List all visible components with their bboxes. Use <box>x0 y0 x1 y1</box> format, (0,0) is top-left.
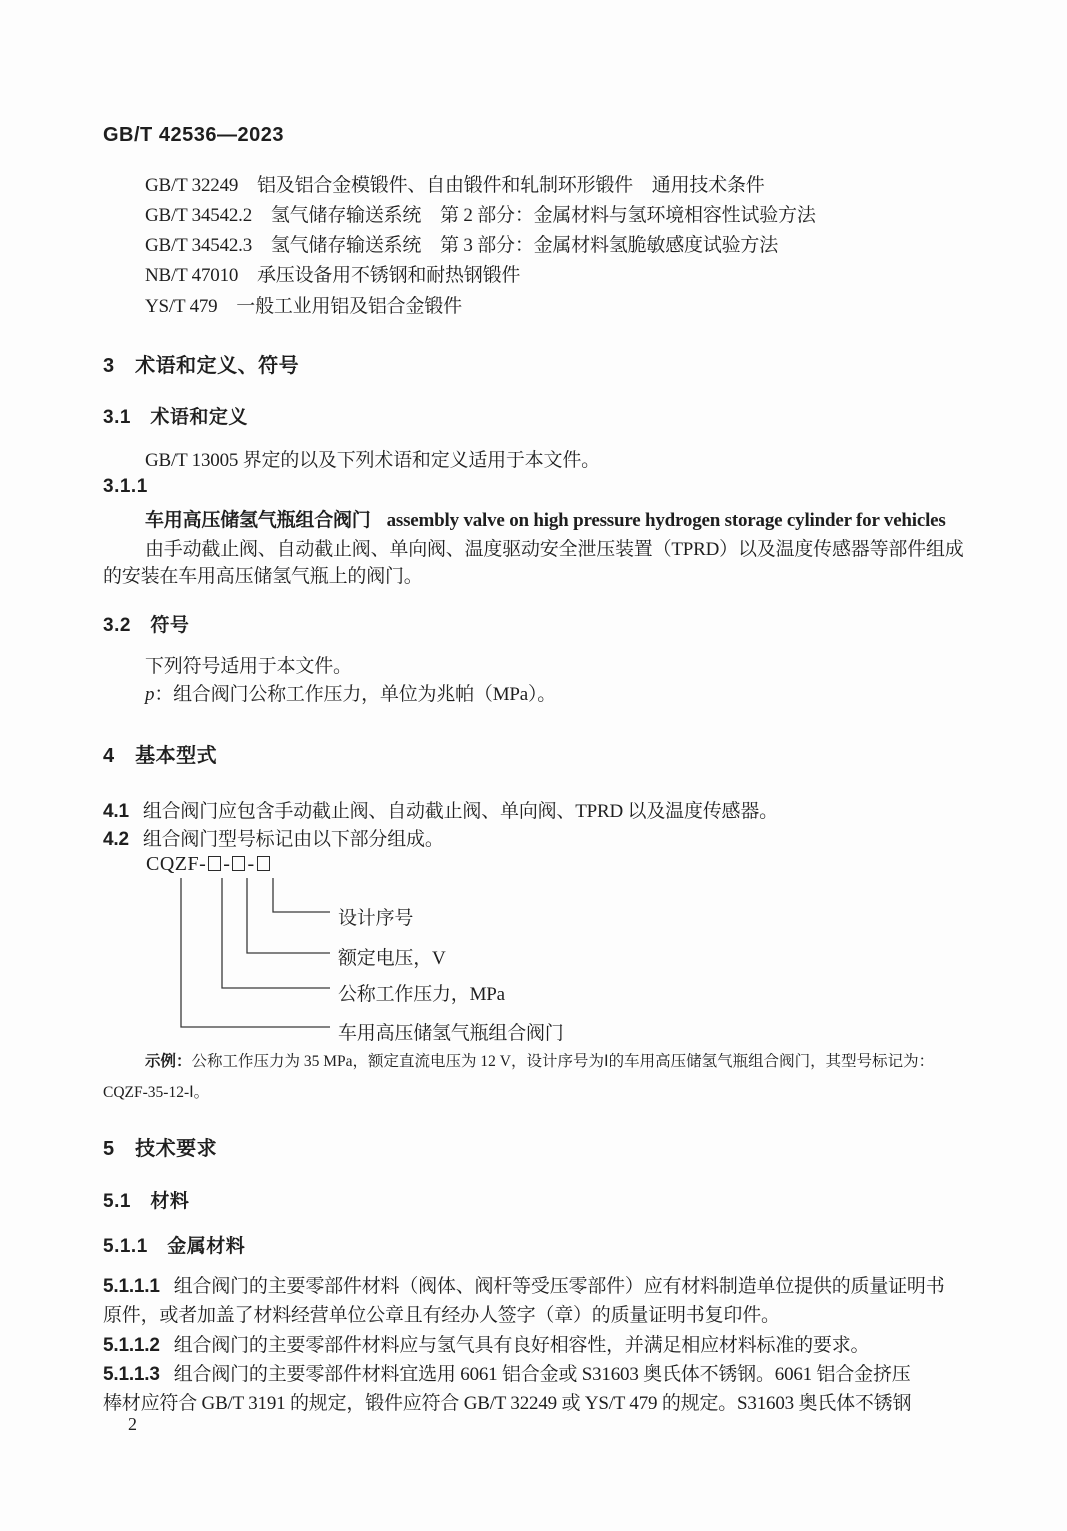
clause-5-1-1-2 <box>103 1330 869 1357</box>
term-english: assembly valve on high pressure hydrogen storage cylinder for vehicles <box>386 510 946 531</box>
clause-4-1-text: 组合阀门应包含手动截止阀、自动截止阀、单向阀、TPRD 以及温度传感器。 <box>142 801 778 822</box>
clause-5-1-1-1-number: 5.1.1.1 <box>103 1276 160 1297</box>
clause-4-1 <box>103 796 778 823</box>
example-label: 示例： <box>145 1053 192 1070</box>
section-5-heading: 5 技术要求 <box>103 1138 218 1160</box>
clause-4-1-number: 4.1 <box>103 801 129 822</box>
model-box-design <box>257 856 270 871</box>
section-3-2-heading: 3.2 符号 <box>103 615 190 636</box>
example-code: CQZF-35-12-Ⅰ。 <box>103 1084 210 1101</box>
clause-5-1-1-2-text: 组合阀门的主要零部件材料应与氢气具有良好相容性，并满足相应材料标准的要求。 <box>173 1335 870 1356</box>
definition-text-line1: 由手动截止阀、自动截止阀、单向阀、温度驱动安全泄压装置（TPRD）以及温度传感器等部件组成 <box>145 539 964 560</box>
section-3-1-intro: GB/T 13005 界定的以及下列术语和定义适用于本文件。 <box>145 450 600 471</box>
model-separator: - <box>247 853 255 875</box>
page-number: 2 <box>128 1414 137 1434</box>
reference-item: NB/T 47010 承压设备用不锈钢和耐热钢锻件 <box>145 265 521 286</box>
reference-item: GB/T 32249 铝及铝合金模锻件、自由锻件和轧制环形锻件 通用技术条件 <box>145 175 765 196</box>
example-line1 <box>145 1049 934 1071</box>
standard-number-header: GB/T 42536—2023 <box>103 124 284 146</box>
model-label-valve-name: 车用高压储氢气瓶组合阀门 <box>338 1023 564 1044</box>
clause-4-2-text: 组合阀门型号标记由以下部分组成。 <box>142 829 444 850</box>
symbol-p: p <box>145 684 155 705</box>
example-text: 公称工作压力为 35 MPa，额定直流电压为 12 V，设计序号为Ⅰ的车用高压储氢气瓶组合阀门，其型号标记为： <box>191 1053 935 1070</box>
section-3-2-intro: 下列符号适用于本文件。 <box>145 656 352 677</box>
model-label-working-pressure: 公称工作压力，MPa <box>338 984 505 1005</box>
clause-5-1-1-1-line1 <box>103 1271 945 1298</box>
definition-text-line2: 的安装在车用高压储氢气瓶上的阀门。 <box>103 566 423 587</box>
clause-5-1-1-1-line2: 原件，或者加盖了材料经营单位公章且有经办人签字（章）的质量证明书复印件。 <box>103 1305 780 1326</box>
section-3-1-1-number: 3.1.1 <box>103 476 148 497</box>
clause-5-1-1-2-number: 5.1.1.2 <box>103 1335 160 1356</box>
symbol-definition-line <box>145 679 556 706</box>
reference-item: GB/T 34542.3 氢气储存输送系统 第 3 部分：金属材料氢脆敏感度试验方法 <box>145 235 779 256</box>
clause-5-1-1-3-number: 5.1.1.3 <box>103 1364 160 1385</box>
model-designation-leader-lines <box>170 876 335 1036</box>
clause-5-1-1-3-line2: 棒材应符合 GB/T 3191 的规定，锻件应符合 GB/T 32249 或 YS/T 479 的规定。S31603 奥氏体不锈钢 <box>103 1393 912 1414</box>
reference-item: GB/T 34542.2 氢气储存输送系统 第 2 部分：金属材料与氢环境相容性试验方法 <box>145 205 816 226</box>
section-5-1-heading: 5.1 材料 <box>103 1191 190 1212</box>
clause-4-2-number: 4.2 <box>103 829 129 850</box>
term-chinese: 车用高压储氢气瓶组合阀门 <box>145 510 371 531</box>
symbol-description: ：组合阀门公称工作压力，单位为兆帕（MPa）。 <box>154 684 557 705</box>
clause-5-1-1-3-text: 组合阀门的主要零部件材料宜选用 6061 铝合金或 S31603 奥氏体不锈钢。6061 铝合金挤压 <box>173 1364 911 1385</box>
clause-5-1-1-3-line1 <box>103 1359 911 1386</box>
section-3-1-heading: 3.1 术语和定义 <box>103 407 248 428</box>
clause-4-2 <box>103 824 444 851</box>
model-prefix: CQZF- <box>146 853 207 875</box>
reference-item: YS/T 479 一般工业用铝及铝合金锻件 <box>145 296 462 317</box>
model-label-rated-voltage: 额定电压，V <box>338 948 446 969</box>
section-4-heading: 4 基本型式 <box>103 745 218 767</box>
section-5-1-1-heading: 5.1.1 金属材料 <box>103 1236 246 1257</box>
model-designation-code <box>146 853 272 876</box>
model-box-voltage <box>232 856 245 871</box>
model-box-pressure <box>208 856 221 871</box>
model-separator: - <box>223 853 231 875</box>
term-definition-line <box>145 505 946 532</box>
clause-5-1-1-1-text: 组合阀门的主要零部件材料（阀体、阀杆等受压零部件）应有材料制造单位提供的质量证明书 <box>173 1276 945 1297</box>
model-label-design-serial: 设计序号 <box>338 908 414 929</box>
section-3-heading: 3 术语和定义、符号 <box>103 355 300 377</box>
